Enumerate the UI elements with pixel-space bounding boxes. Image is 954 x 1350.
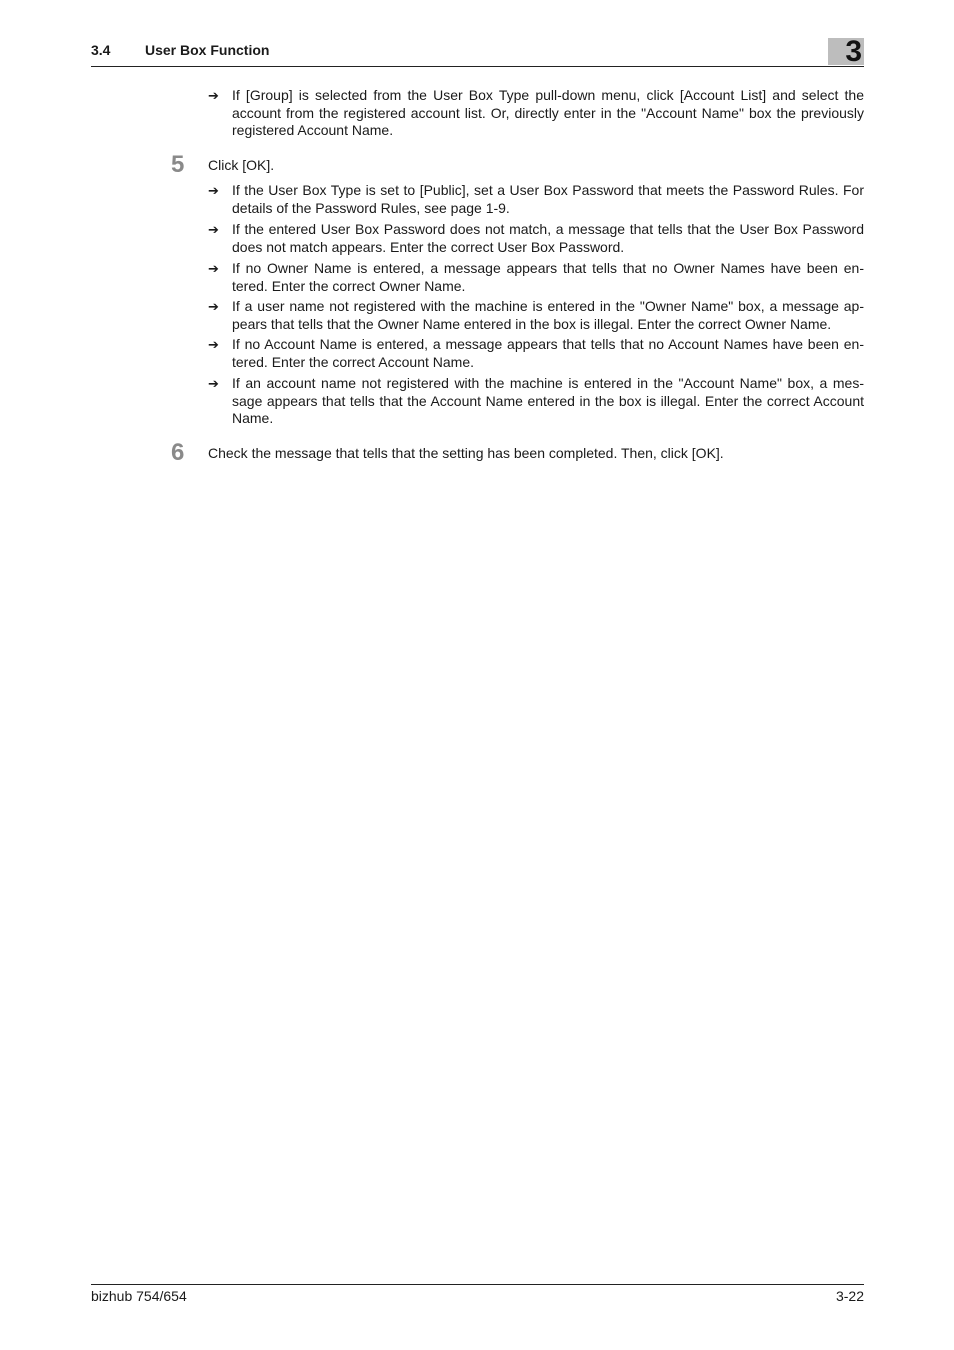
chapter-badge — [828, 35, 864, 68]
model-name: bizhub 754/654 — [91, 1288, 187, 1304]
step-text: Click [OK]. — [208, 157, 275, 173]
bullet-text: If the User Box Type is set to [Public], set a User Box Password that meets the Password Rules. For details of the Password Rules, see page 1-9. — [232, 182, 864, 216]
page-header — [91, 35, 864, 68]
step5-bullet — [208, 260, 864, 295]
step5-bullet — [208, 221, 864, 256]
step-text: Check the message that tells that the setting has been completed. Then, click [OK]. — [208, 445, 724, 461]
arrow-icon: ➔ — [208, 337, 219, 352]
bullet-text: If an account name not registered with the machine is entered in the "Account Name" box, a mes-sage appears that tells that the Account Name entered in the box is illegal. Enter the correct Account Name. — [232, 375, 864, 426]
page-number: 3-22 — [835, 1288, 864, 1304]
bullet-text: If no Account Name is entered, a message appears that tells that no Account Names have been en-tered. Enter the correct Account Name. — [232, 336, 864, 370]
arrow-icon: ➔ — [208, 222, 219, 237]
bullet-text: If no Owner Name is entered, a message appears that tells that no Owner Names have been en-tered. Enter the correct Owner Name. — [232, 260, 864, 294]
arrow-icon: ➔ — [208, 376, 219, 391]
step5-bullet — [208, 182, 864, 217]
arrow-icon: ➔ — [208, 88, 219, 103]
step5-bullet — [208, 298, 864, 333]
step5-bullet — [208, 375, 864, 428]
arrow-icon: ➔ — [208, 299, 219, 314]
arrow-icon: ➔ — [208, 261, 219, 276]
step5-bullet — [208, 336, 864, 371]
intro-bullet — [208, 87, 864, 140]
arrow-icon: ➔ — [208, 183, 219, 198]
section-title: User Box Function — [145, 42, 270, 58]
chapter-number: 3 — [845, 35, 862, 68]
bullet-text: If [Group] is selected from the User Box Type pull-down menu, click [Account List] and select the account from the registered account list. Or, directly enter in the "Account Name" box the previously registered Account Name. — [232, 87, 864, 138]
bullet-text: If a user name not registered with the machine is entered in the "Owner Name" box, a message ap-pears that tells that the Owner Name entered in the box is illegal. Enter the correct Owner Name. — [232, 298, 864, 332]
step-number: 5 — [171, 151, 185, 178]
page-footer — [91, 1284, 864, 1304]
step-number: 6 — [171, 439, 185, 466]
section-number: 3.4 — [91, 42, 111, 58]
bullet-text: If the entered User Box Password does not match, a message that tells that the User Box Password does not match appears. Enter the correct User Box Password. — [232, 221, 864, 255]
